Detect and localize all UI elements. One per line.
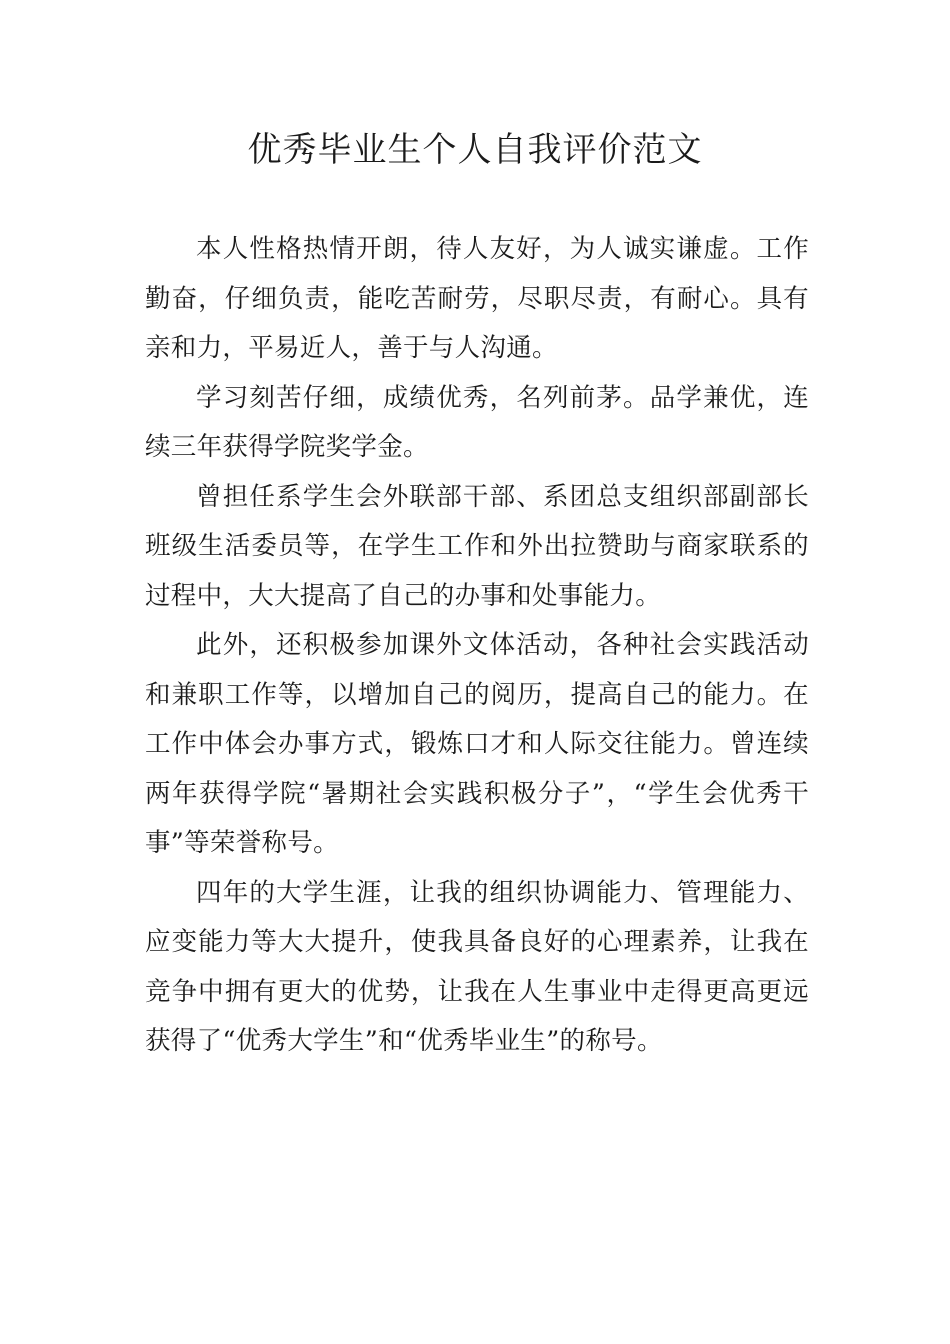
paragraph-summary: 四年的大学生涯，让我的组织协调能力、管理能力、应变能力等大大提升，使我具备良好的心理素养，让我在竞争中拥有更大的优势，让我在人生事业中走得更高更远获得了“优秀大学生”和“优秀毕业生”的称号。 xyxy=(145,877,809,1056)
paragraph-student-work: 曾担任系学生会外联部干部、系团总支组织部副部长班级生活委员等，在学生工作和外出拉赞助与商家联系的过程中，大大提高了自己的办事和处事能力。 xyxy=(145,481,809,611)
paragraph-personality: 本人性格热情开朗，待人友好，为人诚实谦虚。工作勤奋，仔细负责，能吃苦耐劳，尽职尽责，有耐心。具有亲和力，平易近人，善于与人沟通。 xyxy=(145,234,809,363)
paragraph-study: 学习刻苦仔细，成绩优秀，名列前茅。品学兼优，连续三年获得学院奖学金。 xyxy=(145,382,809,462)
document-title: 优秀毕业生个人自我评价范文 xyxy=(247,130,703,170)
paragraph-activities: 此外，还积极参加课外文体活动，各种社会实践活动和兼职工作等，以增加自己的阅历，提高自己的能力。在工作中体会办事方式，锻炼口才和人际交往能力。曾连续两年获得学院“暑期社会实践积极分子”，“学生会优秀干事”等荣誉称号。 xyxy=(145,630,809,858)
document-body xyxy=(145,225,809,1067)
